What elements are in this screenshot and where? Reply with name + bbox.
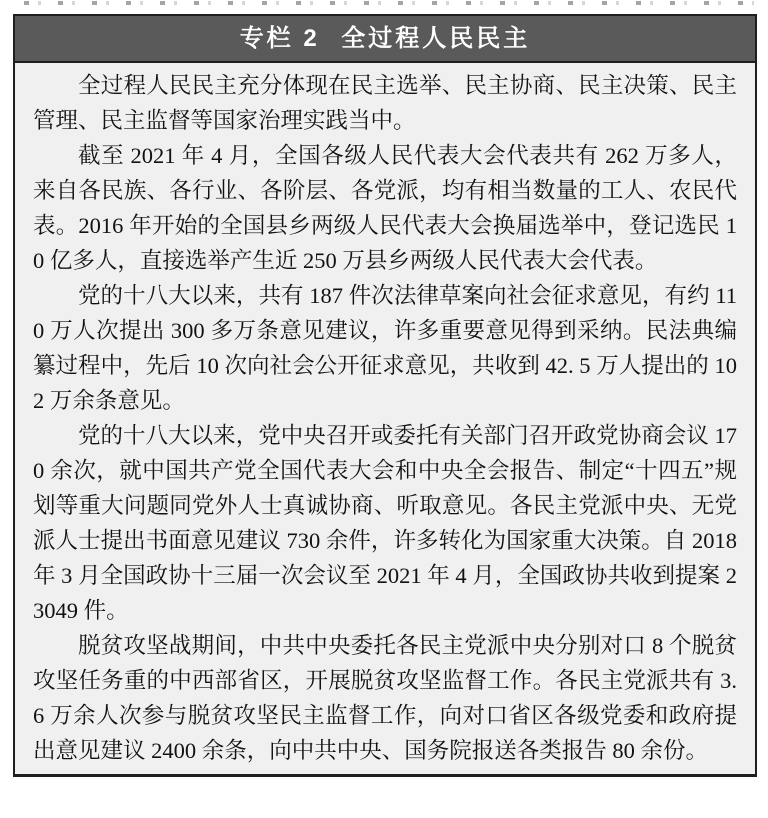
paragraph-party-consultation: 党的十八大以来，党中央召开或委托有关部门召开政党协商会议 170 余次，就中国共产党全国代表大会和中央全会报告、制定“十四五”规划等重大问题同党外人士真诚协商、听取意见。各民主党派中央、无党派人士提出书面意见建议 730 余件，许多转化为国家重大决策。自 2018 年 3 月全国政协十三届一次会议至 2021 年 4 月，全国政协共收到提案 23049 件。 [33,423,737,623]
paragraph-law-drafts: 党的十八大以来，共有 187 件次法律草案向社会征求意见，有约 110 万人次提出 300 多万条意见建议，许多重要意见得到采纳。民法典编纂过程中，先后 10 次向社会公开征求意见，共收到 42. 5 万人提出的 102 万余条意见。 [33,283,737,413]
cropped-previous-line-fragment [24,1,754,5]
column-header [15,16,755,63]
column-title: 全过程人民民主 [341,25,531,52]
column-box [13,14,757,777]
paragraph-npc-deputies: 截至 2021 年 4 月，全国各级人民代表大会代表共有 262 万多人，来自各民族、各行业、各阶层、各党派，均有相当数量的工人、农民代表。2016 年开始的全国县乡两级人民代表大会换届选举中，登记选民 10 亿多人，直接选举产生近 250 万县乡两级人民代表大会代表。 [33,143,737,273]
column-body [15,63,755,774]
paragraph-democracy-overview: 全过程人民民主充分体现在民主选举、民主协商、民主决策、民主管理、民主监督等国家治理实践当中。 [33,73,737,133]
paragraph-poverty-alleviation: 脱贫攻坚战期间，中共中央委托各民主党派中央分别对口 8 个脱贫攻坚任务重的中西部省区，开展脱贫攻坚监督工作。各民主党派共有 3. 6 万余人次参与脱贫攻坚民主监督工作，向对口省区各级党委和政府提出意见建议 2400 余条，向中共中央、国务院报送各类报告 80 余份。 [33,633,737,763]
column-label: 专栏 2 [239,25,320,52]
